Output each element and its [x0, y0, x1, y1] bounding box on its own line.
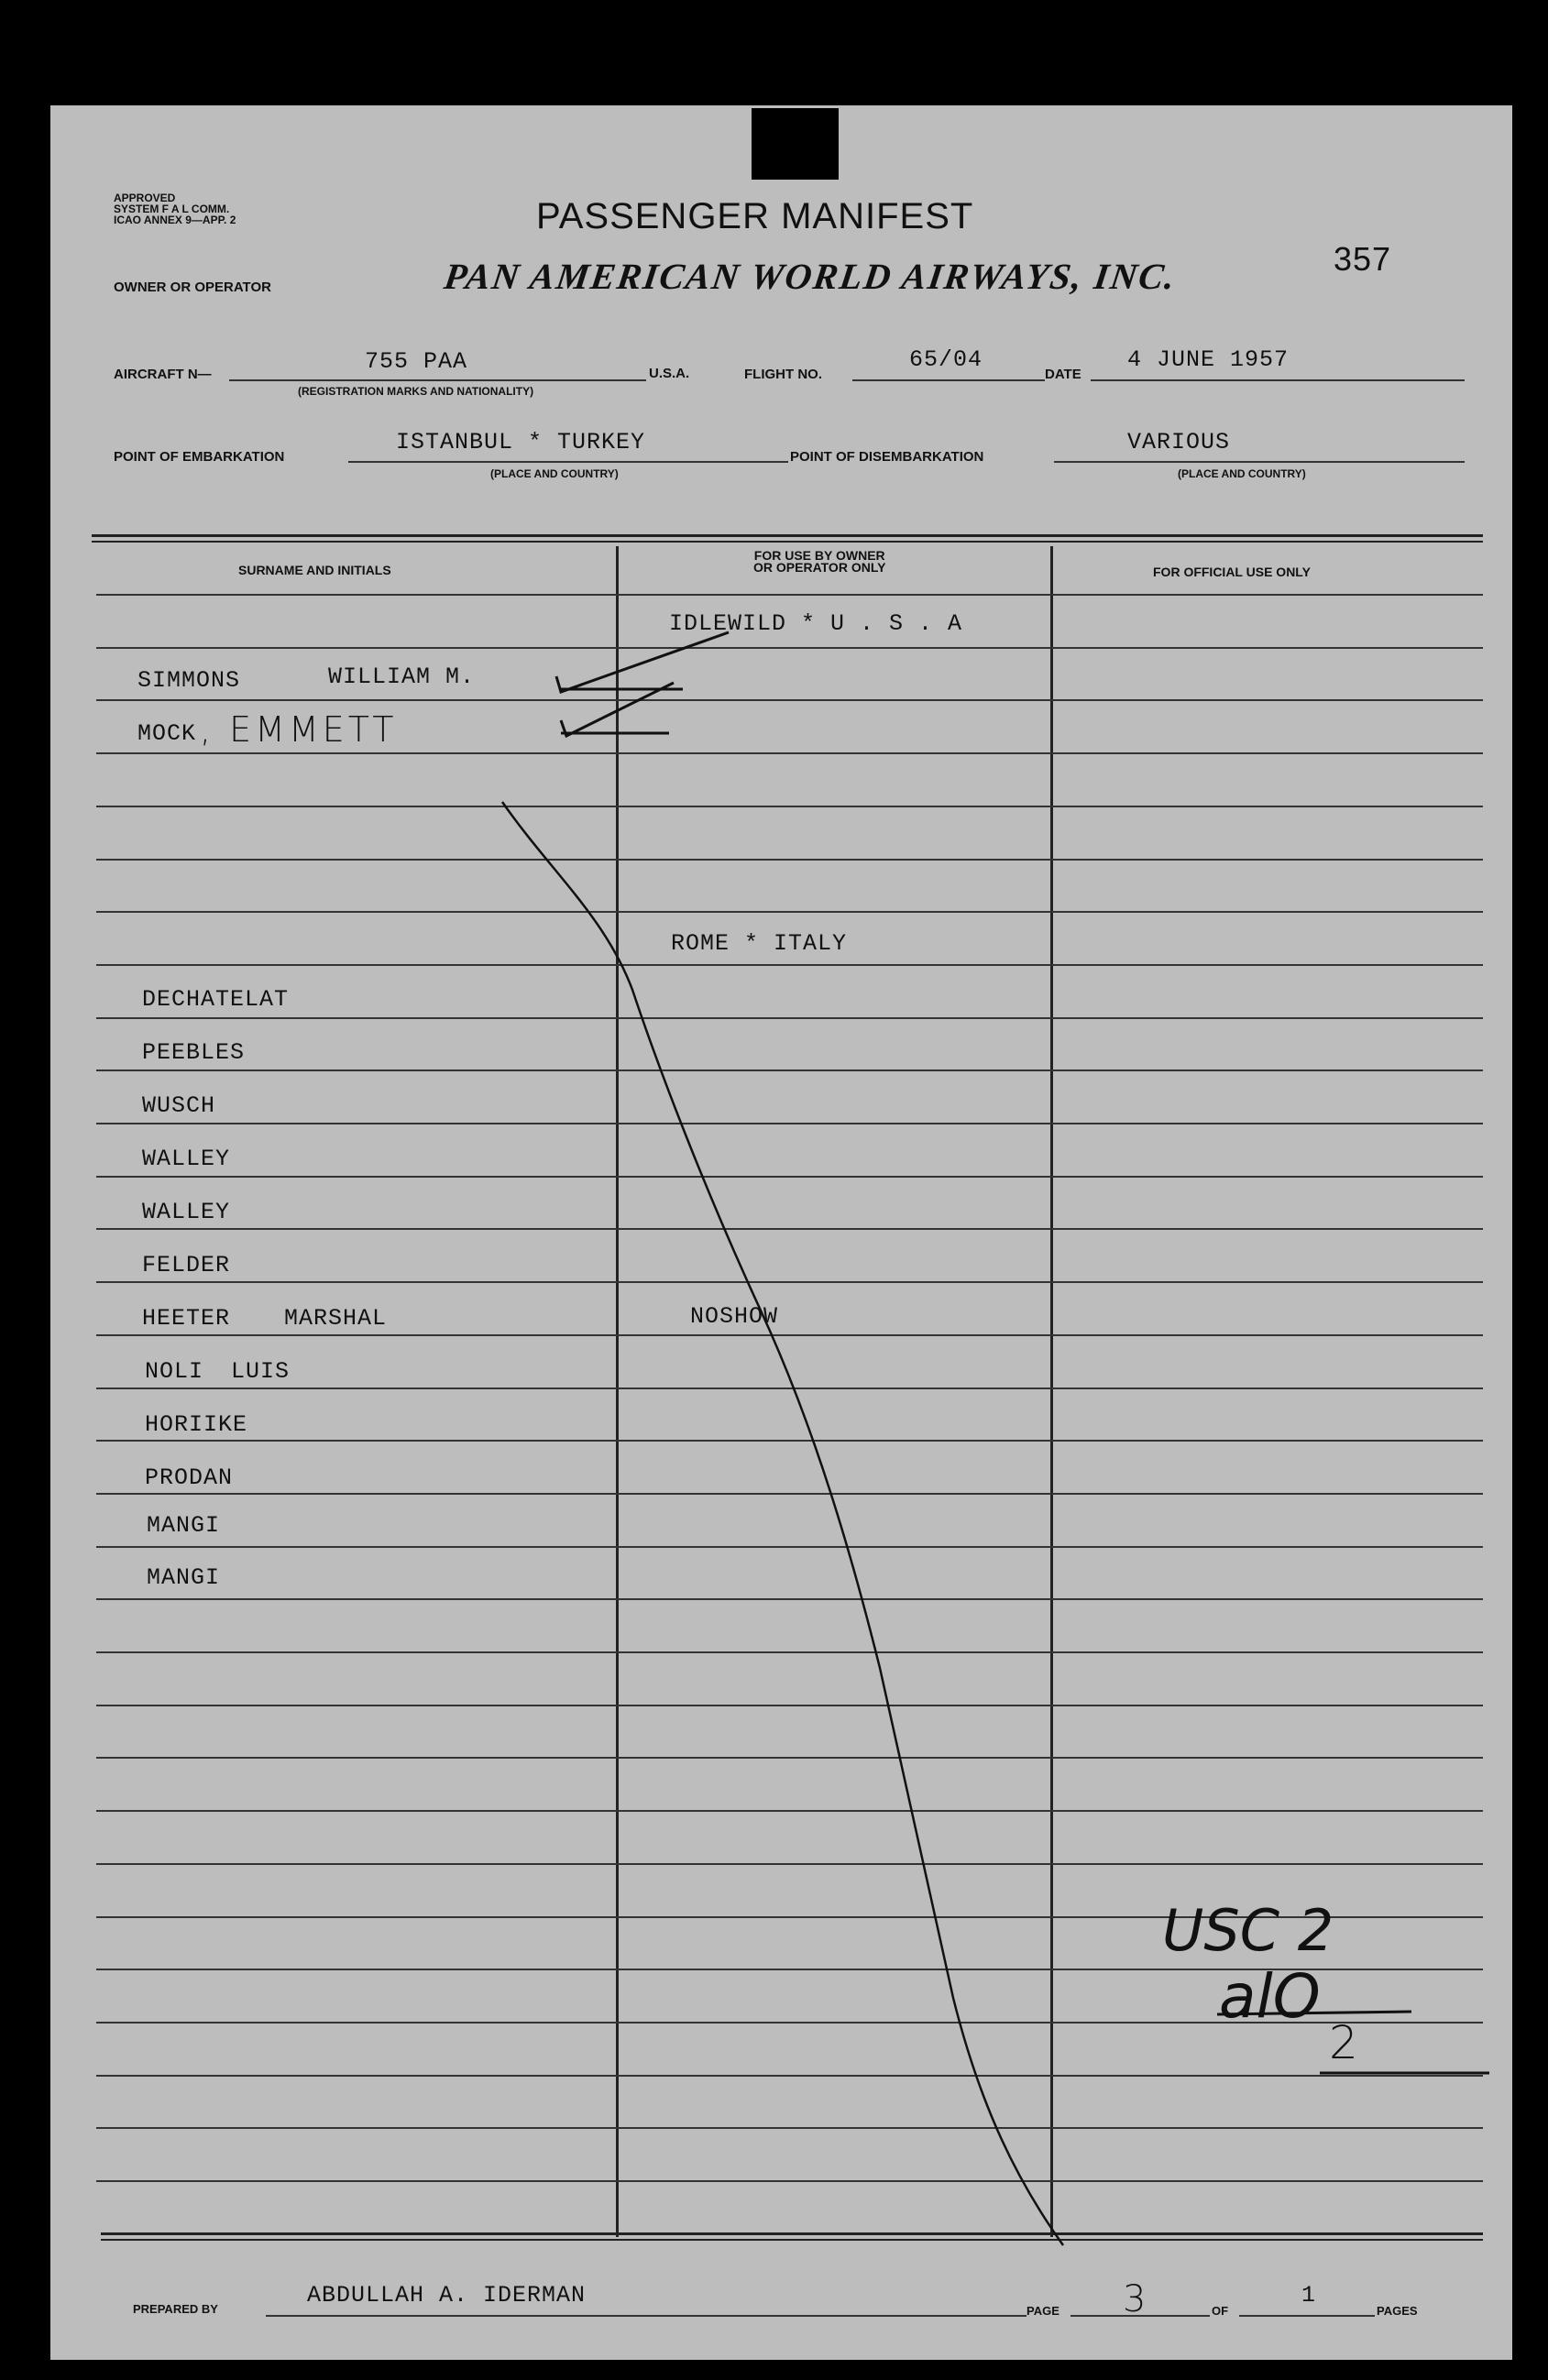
passenger-surname: MANGI	[147, 1512, 221, 1539]
passenger-surname: SIMMONS	[137, 667, 241, 694]
passenger-surname: PEEBLES	[142, 1039, 246, 1066]
flight-value: 65/04	[909, 346, 983, 373]
passenger-given: MARSHAL	[284, 1305, 388, 1332]
disembark-label: POINT OF DISEMBARKATION	[790, 449, 984, 465]
diagonal-strike-line	[502, 802, 1063, 2245]
handwritten-given-name: , EMMETT	[200, 709, 398, 750]
place-note-2: (PLACE AND COUNTRY)	[1178, 467, 1306, 480]
embark-label: POINT OF EMBARKATION	[114, 449, 285, 465]
stamp-number: 357	[1334, 240, 1392, 278]
noshow-note: NOSHOW	[690, 1303, 779, 1330]
page-value: 3	[1123, 2278, 1147, 2320]
owner-name: PAN AMERICAN WORLD AIRWAYS, INC.	[441, 256, 1180, 297]
of-label: OF	[1212, 2304, 1229, 2318]
checkmark-icon	[556, 632, 729, 692]
official-annotation-3: 2	[1329, 2016, 1358, 2069]
passenger-given: WILLIAM M.	[328, 664, 476, 690]
embark-value: ISTANBUL * TURKEY	[396, 429, 646, 455]
passenger-surname: NOLI	[145, 1358, 204, 1385]
page-title: PASSENGER MANIFEST	[536, 196, 974, 236]
of-value: 1	[1301, 2282, 1317, 2309]
aircraft-label: AIRCRAFT N—	[114, 367, 212, 382]
underline-stroke	[1217, 2012, 1411, 2014]
header-surname: SURNAME AND INITIALS	[238, 563, 391, 577]
passenger-surname: WALLEY	[142, 1199, 231, 1225]
place-note: (PLACE AND COUNTRY)	[490, 467, 619, 480]
passenger-surname: HORIIKE	[145, 1411, 248, 1438]
passenger-surname: MOCK	[137, 720, 197, 747]
destination-1: IDLEWILD * U . S . A	[669, 610, 963, 637]
header-owner-line-1: FOR USE BY OWNER	[753, 548, 885, 563]
passenger-surname: FELDER	[142, 1252, 231, 1278]
destination-2: ROME * ITALY	[671, 930, 848, 957]
date-label: DATE	[1045, 367, 1081, 382]
passenger-surname: HEETER	[142, 1305, 231, 1332]
aircraft-value: 755 PAA	[365, 348, 468, 375]
passenger-given: LUIS	[231, 1358, 291, 1385]
passenger-surname: MANGI	[147, 1564, 221, 1591]
flight-label: FLIGHT NO.	[744, 367, 822, 382]
owner-label: OWNER OR OPERATOR	[114, 280, 271, 295]
passenger-surname: PRODAN	[145, 1464, 234, 1491]
passenger-surname: DECHATELAT	[142, 986, 290, 1013]
passenger-surname: WALLEY	[142, 1146, 231, 1172]
approval-line-1: APPROVED	[114, 192, 176, 204]
page-label: PAGE	[1027, 2304, 1059, 2318]
approval-line-3: ICAO ANNEX 9—APP. 2	[114, 214, 236, 226]
approval-line-2: SYSTEM F A L COMM.	[114, 203, 230, 215]
checkmark-icon	[561, 683, 674, 736]
official-annotation-1: USC 2	[1162, 1897, 1334, 1964]
prepared-label: PREPARED BY	[133, 2302, 218, 2316]
header-owner-line-2: OR OPERATOR ONLY	[753, 560, 886, 575]
passenger-surname: WUSCH	[142, 1092, 216, 1119]
disembark-value: VARIOUS	[1127, 429, 1231, 455]
country-label: U.S.A.	[649, 366, 690, 381]
prepared-by-value: ABDULLAH A. IDERMAN	[307, 2282, 587, 2309]
date-value: 4 JUNE 1957	[1127, 346, 1290, 373]
header-official: FOR OFFICIAL USE ONLY	[1153, 565, 1311, 579]
official-annotation-2: alO	[1219, 1961, 1321, 2032]
registration-note: (REGISTRATION MARKS AND NATIONALITY)	[298, 385, 534, 398]
pages-label: PAGES	[1377, 2304, 1418, 2318]
